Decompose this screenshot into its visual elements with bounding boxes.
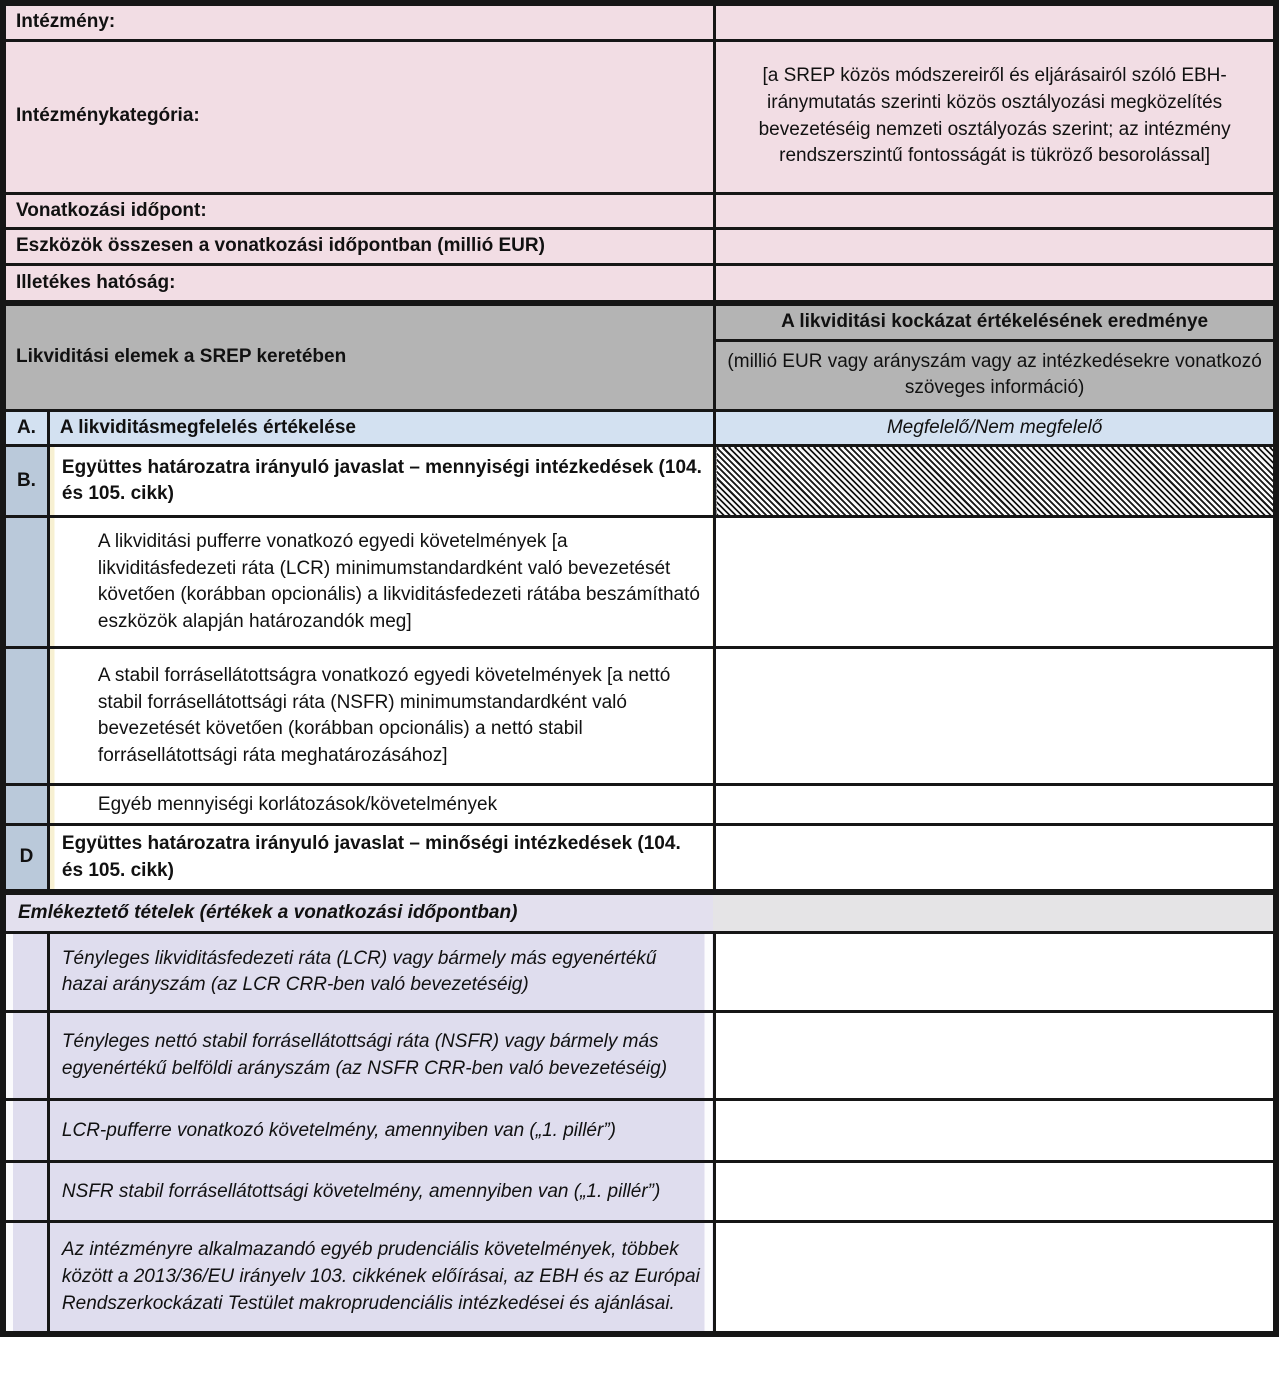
field-value-competent-authority (715, 264, 1276, 303)
field-value-total-assets (715, 229, 1276, 265)
result-unit-note-cell: (millió EUR vagy arányszám vagy az intézkedésekre vonatkozó szöveges információ) (715, 340, 1276, 410)
memo-item-nsfr-requirement-label: NSFR stabil forrásellátottsági követelmény, amennyiben van („1. pillér”) (48, 1162, 714, 1222)
sub-row-stable-funding-value (715, 648, 1276, 785)
field-row-competent-authority (3, 264, 1276, 303)
sub-row-other-quantitative-value (715, 785, 1276, 825)
sub-row-id-cell (3, 648, 48, 785)
row-d-value-cell (715, 825, 1276, 892)
memo-item-nsfr-requirement-value (715, 1162, 1276, 1222)
section-title-cell: Likviditási elemek a SREP keretében (3, 303, 715, 410)
memo-item-actual-nsfr-label: Tényleges nettó stabil forrásellátottsági ráta (NSFR) vagy bármely más egyenértékű belföldi arányszám (az NSFR CRR-ben való bevezetéséig) (48, 1012, 714, 1100)
row-d-label-cell: Együttes határozatra irányuló javaslat – minőségi intézkedések (104. és 105. cikk) (48, 825, 714, 892)
memo-id-cell (3, 1162, 48, 1222)
sub-row-id-cell (3, 785, 48, 825)
row-a-id-cell: A. (3, 410, 48, 446)
memo-item-other-prudential-value (715, 1222, 1276, 1334)
memo-item-actual-nsfr-value (715, 1012, 1276, 1100)
memo-item-other-prudential-label: Az intézményre alkalmazandó egyéb prudenciális követelmények, többek között a 2013/36/EU irányelv 103. cikkének előírásai, az EBH és az Európai Rendszerkockázati Testület makroprudenciális intézkedései és ajánlásai. (48, 1222, 714, 1334)
hatched-cell (715, 446, 1276, 517)
memo-item-actual-lcr-value (715, 933, 1276, 1012)
memo-row-actual-lcr (3, 933, 1276, 1012)
memo-row-nsfr-requirement (3, 1162, 1276, 1222)
memo-item-actual-lcr-label: Tényleges likviditásfedezeti ráta (LCR) vagy bármely más egyenértékű hazai arányszám (az LCR CRR-ben való bevezetéséig) (48, 933, 714, 1012)
memo-id-cell (3, 933, 48, 1012)
field-label-competent-authority: Illetékes hatóság: (3, 264, 715, 303)
memo-row-other-prudential (3, 1222, 1276, 1334)
field-row-institution-category (3, 40, 1276, 193)
sub-row-liquidity-buffer-label: A likviditási pufferre vonatkozó egyedi követelmények [a likviditásfedezeti ráta (LCR) minimumstandardként való bevezetését követően (korábban opcionális) a likviditásfedezeti rátába beszámítható eszközök alapján határozandók meg] (48, 517, 714, 648)
row-a-label-cell: A likviditásmegfelelés értékelése (48, 410, 714, 446)
sub-row-stable-funding-label: A stabil forrásellátottságra vonatkozó egyedi követelmények [a nettó stabil forrásellátottsági ráta (NSFR) minimumstandardként való bevezetését követően (korábban opcionális) a nettó stabil forrásellátottsági ráta meghatározásához] (48, 648, 714, 785)
row-b-label-cell: Együttes határozatra irányuló javaslat – mennyiségi intézkedések (104. és 105. cikk) (48, 446, 714, 517)
row-d-id-cell: D (3, 825, 48, 892)
section-header-row (3, 303, 1276, 340)
row-a (3, 410, 1276, 446)
sub-row-stable-funding (3, 648, 1276, 785)
sub-row-other-quantitative-label: Egyéb mennyiségi korlátozások/követelmények (48, 785, 714, 825)
sub-row-other-quantitative (3, 785, 1276, 825)
memo-row-lcr-buffer (3, 1100, 1276, 1162)
field-label-total-assets: Eszközök összesen a vonatkozási időpontban (millió EUR) (3, 229, 715, 265)
memo-id-cell (3, 1222, 48, 1334)
field-value-reference-date (715, 193, 1276, 229)
memo-id-cell (3, 1012, 48, 1100)
field-label-reference-date: Vonatkozási időpont: (3, 193, 715, 229)
row-b-id-cell: B. (3, 446, 48, 517)
memo-row-actual-nsfr (3, 1012, 1276, 1100)
field-row-institution (3, 3, 1276, 40)
sub-row-liquidity-buffer-value (715, 517, 1276, 648)
field-value-institution-category: [a SREP közös módszereiről és eljárásairól szóló EBH-iránymutatás szerinti közös osztályozási megközelítés bevezetéséig nemzeti osztályozás szerint; az intézmény rendszerszintű fontosságát is tükröző besorolással] (715, 40, 1276, 193)
result-header-cell: A likviditási kockázat értékelésének eredménye (715, 303, 1276, 340)
row-d (3, 825, 1276, 892)
field-row-total-assets (3, 229, 1276, 265)
row-a-value-cell: Megfelelő/Nem megfelelő (715, 410, 1276, 446)
memo-item-lcr-buffer-label: LCR-pufferre vonatkozó követelmény, amennyiben van („1. pillér”) (48, 1100, 714, 1162)
memo-id-cell (3, 1100, 48, 1162)
memo-header-row (3, 892, 1276, 933)
row-b (3, 446, 1276, 517)
sub-row-id-cell (3, 517, 48, 648)
field-value-institution (715, 3, 1276, 40)
sub-row-liquidity-buffer (3, 517, 1276, 648)
field-row-reference-date (3, 193, 1276, 229)
memo-header-cell: Emlékeztető tételek (értékek a vonatkozási időpontban) (3, 892, 1276, 933)
memo-item-lcr-buffer-value (715, 1100, 1276, 1162)
field-label-institution: Intézmény: (3, 3, 715, 40)
field-label-institution-category: Intézménykategória: (3, 40, 715, 193)
